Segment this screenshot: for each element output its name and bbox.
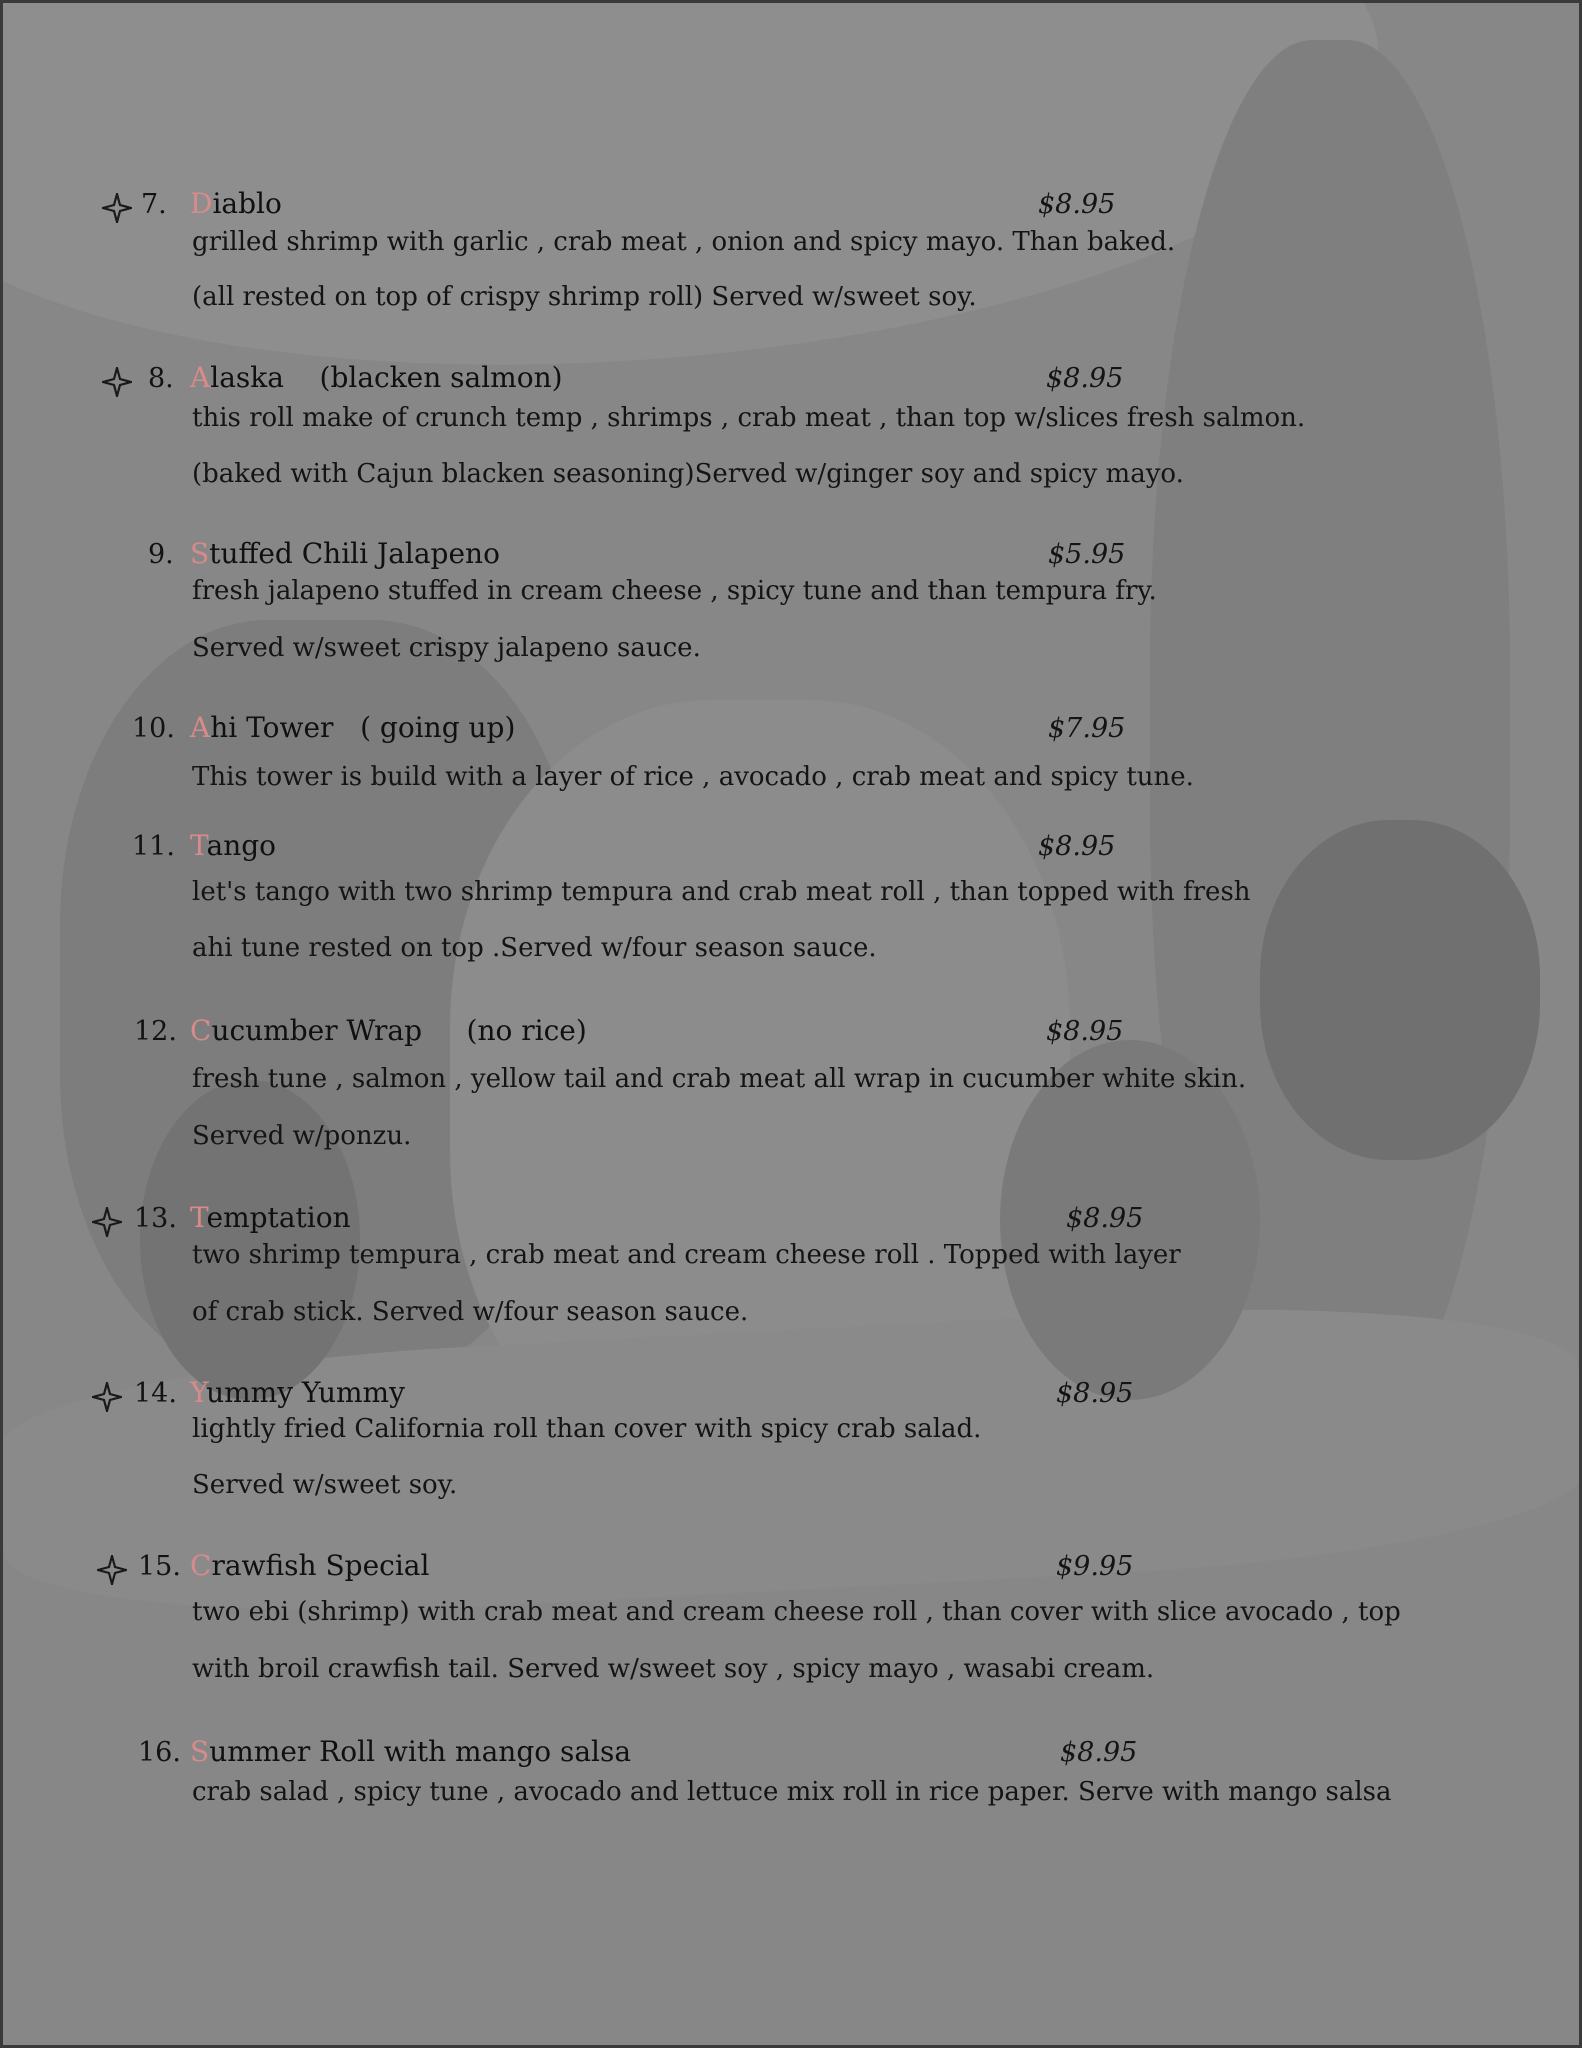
item-name bbox=[190, 537, 500, 570]
item-description-line: of crab stick. Served w/four season sauce. bbox=[192, 1297, 749, 1327]
featured-star-icon bbox=[92, 1382, 122, 1412]
item-description-line: crab salad , spicy tune , avocado and lettuce mix roll in rice paper. Serve with mango salsa bbox=[192, 1777, 1392, 1807]
item-number: 7. bbox=[141, 189, 167, 220]
item-name-rest: ummer Roll with mango salsa bbox=[209, 1735, 632, 1768]
item-name bbox=[190, 1014, 587, 1047]
item-number: 14. bbox=[134, 1378, 177, 1409]
item-name bbox=[190, 1735, 631, 1768]
item-price: $8.95 bbox=[1066, 1203, 1144, 1234]
item-price: $9.95 bbox=[1056, 1551, 1134, 1582]
item-name-rest: ucumber Wrap (no rice) bbox=[211, 1014, 587, 1047]
item-name-initial: T bbox=[190, 829, 207, 862]
item-description-line: (baked with Cajun blacken seasoning)Served w/ginger soy and spicy mayo. bbox=[192, 459, 1184, 489]
item-name-rest: rawfish Special bbox=[211, 1549, 430, 1582]
item-description-line: with broil crawfish tail. Served w/sweet soy , spicy mayo , wasabi cream. bbox=[192, 1654, 1155, 1684]
item-description-line: two shrimp tempura , crab meat and cream cheese roll . Topped with layer bbox=[192, 1240, 1181, 1270]
featured-star-icon bbox=[92, 1207, 122, 1237]
item-name-initial: Y bbox=[190, 1376, 207, 1409]
item-number: 15. bbox=[138, 1551, 181, 1582]
item-name bbox=[190, 829, 276, 862]
item-name bbox=[190, 1201, 351, 1234]
item-number: 11. bbox=[132, 831, 175, 862]
item-name bbox=[190, 1376, 405, 1409]
item-price: $8.95 bbox=[1046, 1016, 1124, 1047]
item-name-rest: ango bbox=[206, 829, 277, 862]
featured-star-icon bbox=[97, 1555, 127, 1585]
item-price: $8.95 bbox=[1046, 363, 1124, 394]
featured-star-icon bbox=[102, 193, 132, 223]
item-name-initial: C bbox=[190, 1014, 212, 1047]
item-description-line: fresh jalapeno stuffed in cream cheese , spicy tune and than tempura fry. bbox=[192, 576, 1157, 606]
item-description-line: lightly fried California roll than cover with spicy crab salad. bbox=[192, 1414, 982, 1444]
item-number: 8. bbox=[148, 363, 174, 394]
item-description-line: two ebi (shrimp) with crab meat and cream cheese roll , than cover with slice avocado , top bbox=[192, 1597, 1401, 1627]
item-name-rest: tuffed Chili Jalapeno bbox=[209, 537, 500, 570]
item-name bbox=[190, 361, 563, 394]
item-price: $5.95 bbox=[1048, 539, 1126, 570]
item-price: $8.95 bbox=[1060, 1737, 1138, 1768]
item-name bbox=[190, 711, 515, 744]
item-description-line: Served w/sweet soy. bbox=[192, 1470, 458, 1500]
item-number: 9. bbox=[148, 539, 174, 570]
item-name-rest: iablo bbox=[212, 187, 282, 220]
item-description-line: Served w/sweet crispy jalapeno sauce. bbox=[192, 633, 701, 663]
item-name-initial: A bbox=[190, 361, 211, 394]
item-name-initial: D bbox=[190, 187, 213, 220]
item-name-initial: S bbox=[190, 1735, 210, 1768]
item-description-line: let's tango with two shrimp tempura and crab meat roll , than topped with fresh bbox=[192, 877, 1251, 907]
item-name-initial: T bbox=[190, 1201, 207, 1234]
item-name-rest: hi Tower ( going up) bbox=[210, 711, 516, 744]
item-name-initial: S bbox=[190, 537, 210, 570]
item-price: $8.95 bbox=[1056, 1378, 1134, 1409]
item-number: 16. bbox=[138, 1737, 181, 1768]
item-description-line: ahi tune rested on top .Served w/four season sauce. bbox=[192, 933, 877, 963]
item-number: 12. bbox=[134, 1016, 177, 1047]
item-description-line: Served w/ponzu. bbox=[192, 1121, 412, 1151]
item-description-line: This tower is build with a layer of rice , avocado , crab meat and spicy tune. bbox=[192, 762, 1194, 792]
item-name-rest: ummy Yummy bbox=[206, 1376, 405, 1409]
item-name-initial: C bbox=[190, 1549, 212, 1582]
item-number: 13. bbox=[134, 1203, 177, 1234]
featured-star-icon bbox=[102, 367, 132, 397]
item-description-line: grilled shrimp with garlic , crab meat , onion and spicy mayo. Than baked. bbox=[192, 227, 1176, 257]
item-name-rest: emptation bbox=[206, 1201, 351, 1234]
item-name-rest: laska (blacken salmon) bbox=[210, 361, 563, 394]
item-price: $8.95 bbox=[1038, 189, 1116, 220]
item-name bbox=[190, 187, 282, 220]
item-price: $7.95 bbox=[1048, 713, 1126, 744]
item-name bbox=[190, 1549, 429, 1582]
item-price: $8.95 bbox=[1038, 831, 1116, 862]
item-number: 10. bbox=[132, 713, 175, 744]
item-description-line: (all rested on top of crispy shrimp roll) Served w/sweet soy. bbox=[192, 282, 977, 312]
item-name-initial: A bbox=[190, 711, 211, 744]
item-description-line: fresh tune , salmon , yellow tail and crab meat all wrap in cucumber white skin. bbox=[192, 1064, 1247, 1094]
item-description-line: this roll make of crunch temp , shrimps , crab meat , than top w/slices fresh salmon. bbox=[192, 403, 1306, 433]
